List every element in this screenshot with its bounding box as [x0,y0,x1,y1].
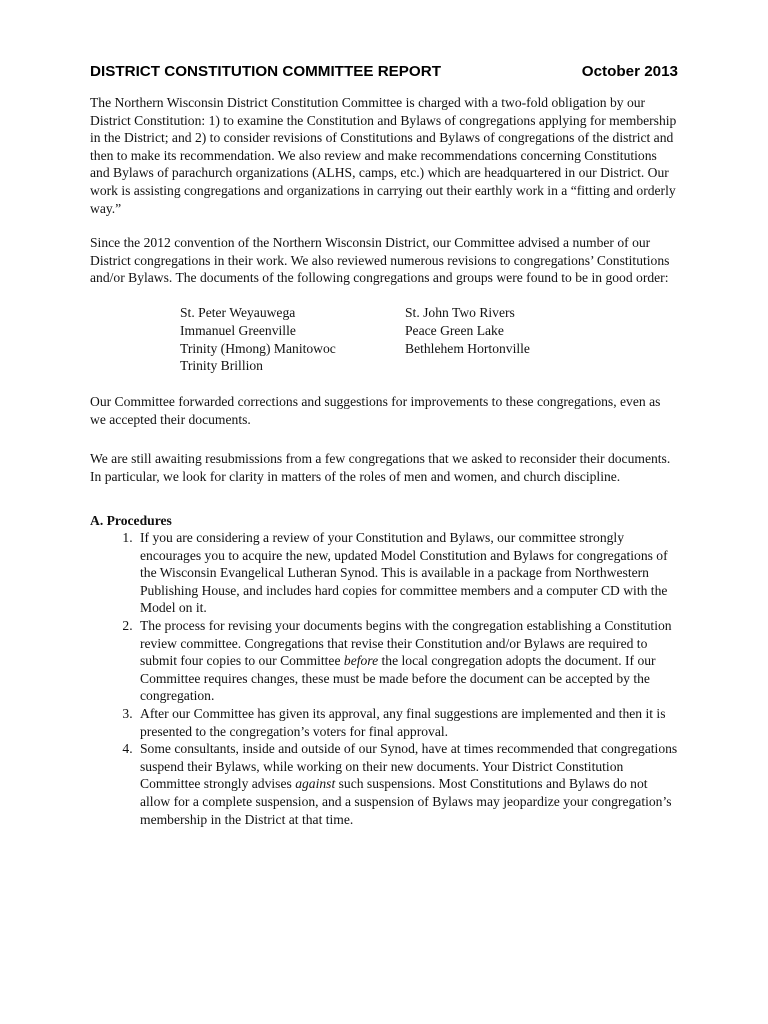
procedure-item-1 [136,529,678,617]
procedure-item-2 [136,617,678,705]
report-header [90,62,678,82]
congregation-list [180,304,678,375]
procedure-text-part: Some consultants, inside and outside of our Synod, have at times recommended that congregations suspend their Bylaws, while working on their new documents. Your District Constitution Committee strongly advises [140,741,678,792]
procedure-item-4 [136,740,678,828]
report-date: October 2013 [581,63,678,80]
document-page [90,62,678,828]
congregation-item: Trinity Brillion [180,358,263,374]
congregation-item: St. John Two Rivers [405,304,515,320]
procedure-emphasis: before [343,653,379,669]
congregation-item: Immanuel Greenville [180,322,296,338]
procedures-list [90,529,678,828]
congregation-item: Bethlehem Hortonville [405,340,530,356]
procedure-text-part: The process for revising your documents begins with the congregation establishing a Constitution review committee. Congregations that revise their Constitution and/or Bylaws are required to submit four copies to our Committee [140,618,672,669]
procedure-text-part: the local congregation adopts the document. If our Committee requires changes, these must be made before the document can be accepted by the congregation. [140,653,656,704]
awaiting-paragraph: We are still awaiting resubmissions from a few congregations that we asked to reconsider their documents. In particular, we look for clarity in matters of the roles of men and women, and church discipline. [90,451,671,484]
procedure-text: After our Committee has given its approval, any final suggestions are implemented and then it is presented to the congregation’s voters for final approval. [140,706,666,739]
report-title: DISTRICT CONSTITUTION COMMITTEE REPORT [90,63,441,80]
congregation-item: Peace Green Lake [405,322,504,338]
procedure-item-3 [136,705,678,740]
procedures-heading: A. Procedures [90,512,172,528]
congregation-item: St. Peter Weyauwega [180,304,296,320]
procedure-text: If you are considering a review of your Constitution and Bylaws, our committee strongly encourages you to acquire the new, updated Model Constitution and Bylaws for congregations of the Wisconsin Evangelical Lutheran Synod. This is available in a package from Northwestern Publishing House, and includes hard copies for committee members and a computer CD with the Model on it. [140,530,668,616]
forwarded-paragraph: Our Committee forwarded corrections and suggestions for improvements to these congregations, even as we accepted their documents. [90,394,661,427]
congregation-item: Trinity (Hmong) Manitowoc [180,340,336,356]
intro-paragraph: The Northern Wisconsin District Constitution Committee is charged with a two-fold obligation by our District Constitution: 1) to examine the Constitution and Bylaws of congregations applying for membership in the District; and 2) to consider revisions of Constitutions and Bylaws of congregations of the district and then to make its recommendation. We also review and make recommendations concerning Constitutions and Bylaws of parachurch organizations (ALHS, camps, etc.) which are headquartered in our District. Our work is assisting congregations and organizations in carrying out their earthly work in a “fitting and orderly way.” [90,95,677,216]
procedure-emphasis: against [295,776,336,792]
since-paragraph: Since the 2012 convention of the Northern Wisconsin District, our Committee advised a number of our District congregations in their work. We also reviewed numerous revisions to congregations’ Constitutions and/or Bylaws. The documents of the following congregations and groups were found to be in good order: [90,235,670,286]
congregation-empty-cell [405,357,605,375]
procedure-text-part: such suspensions. Most Constitutions and Bylaws do not allow for a complete suspension, and a suspension of Bylaws may jeopardize your congregation’s membership in the District at that time. [140,776,672,827]
